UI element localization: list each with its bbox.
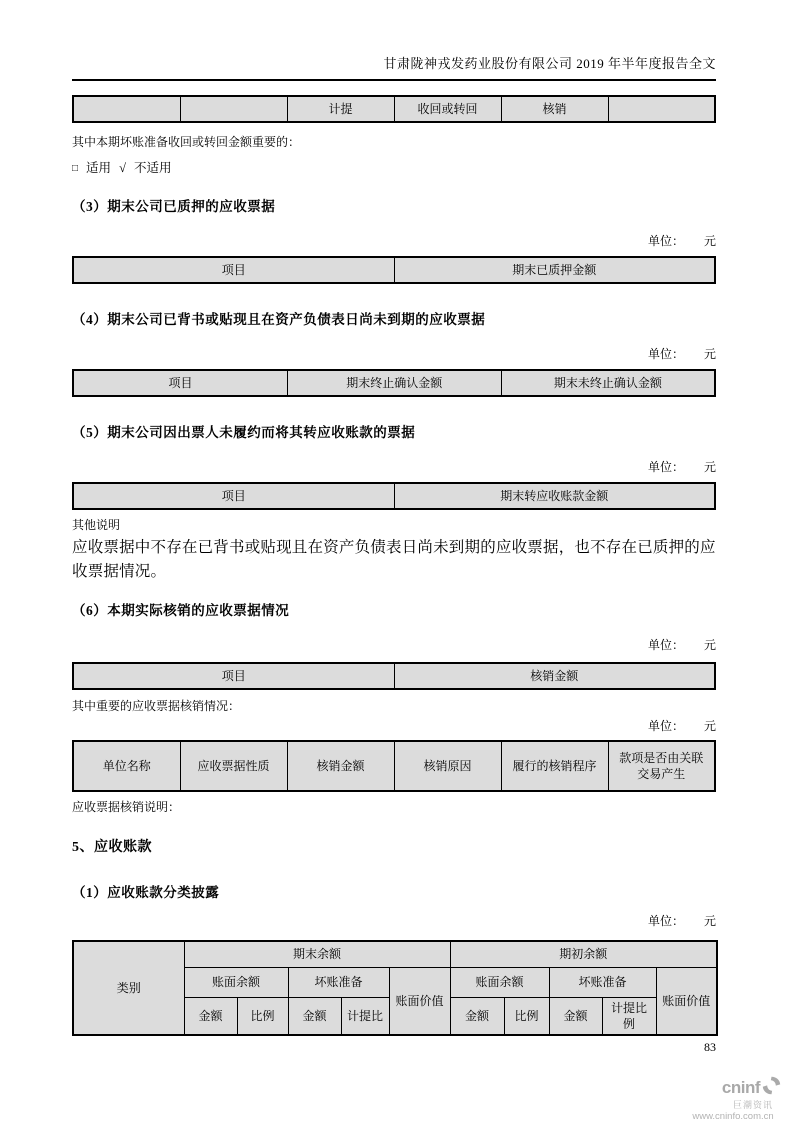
header-category: 类别 (73, 941, 184, 1035)
header-writeoff-procedure: 履行的核销程序 (501, 741, 608, 791)
carryover-cell-empty-2 (180, 96, 287, 122)
table-row (73, 96, 715, 122)
header-amount: 金额 (288, 997, 341, 1035)
header-not-derecognized-amount: 期末未终止确认金额 (501, 370, 715, 396)
table-row (73, 257, 715, 283)
table-row (73, 663, 715, 689)
unit-value: 元 (703, 460, 716, 474)
unit-label: 单位： (647, 719, 684, 733)
checkbox-unchecked-icon: □ (72, 163, 79, 174)
header-book-balance: 账面余额 (450, 967, 549, 997)
item5-title: 5、应收账款 (72, 840, 152, 855)
unit-value: 元 (703, 234, 716, 248)
unit-line (72, 718, 716, 735)
header-beginning-balance: 期初余额 (450, 941, 717, 967)
header-derecognized-amount: 期末终止确认金额 (287, 370, 501, 396)
cninfo-brand-row (679, 1076, 787, 1100)
check-mark-icon: √ (119, 161, 126, 175)
header-ratio: 比例 (504, 997, 549, 1035)
table-row (73, 370, 715, 396)
table-row (73, 741, 715, 791)
pledged-notes-table (72, 256, 716, 284)
cninfo-brand-text: cninf (721, 1078, 760, 1097)
unit-line (72, 637, 716, 654)
unit-line (72, 233, 716, 250)
other-notes-label: 其他说明 (72, 518, 121, 532)
header-book-value: 账面价值 (389, 967, 450, 1035)
table-row (73, 941, 717, 967)
unit-label: 单位： (647, 460, 684, 474)
header-pledged-amount: 期末已质押金额 (394, 257, 715, 283)
header-bad-debt-provision: 坏账准备 (288, 967, 389, 997)
bad-debt-provision-carryover-table (72, 95, 716, 123)
header-amount: 金额 (549, 997, 602, 1035)
cninfo-chinese-name: 巨潮资讯 (732, 1100, 773, 1110)
document-header-title: 甘肃陇神戎发药业股份有限公司 2019 年半年度报告全文 (383, 56, 716, 71)
section6-title: （6）本期实际核销的应收票据情况 (72, 603, 290, 618)
unit-value: 元 (703, 719, 716, 733)
header-ratio: 比例 (237, 997, 288, 1035)
header-transferred-amount: 期末转应收账款金额 (394, 483, 715, 509)
header-item: 项目 (73, 257, 394, 283)
header-item: 项目 (73, 483, 394, 509)
header-item: 项目 (73, 663, 394, 689)
header-note-nature: 应收票据性质 (180, 741, 287, 791)
carryover-cell-accrual: 计提 (287, 96, 394, 122)
section4-title: （4）期末公司已背书或贴现且在资产负债表日尚未到期的应收票据 (72, 312, 486, 327)
receivables-classification-table (72, 940, 718, 1036)
unit-label: 单位： (647, 234, 684, 248)
item5-sub-title: （1）应收账款分类披露 (72, 885, 220, 900)
section5-title: （5）期末公司因出票人未履约而将其转应收账款的票据 (72, 425, 416, 440)
header-bad-debt-provision: 坏账准备 (549, 967, 656, 997)
notes-explanation-paragraph: 应收票据中不存在已背书或贴现且在资产负债表日尚未到期的应收票据，也不存在已质押的应收票据情况。 (72, 539, 716, 580)
section3-title: （3）期末公司已质押的应收票据 (72, 199, 276, 214)
header-amount: 金额 (450, 997, 504, 1035)
writeoff-explanation-label: 应收票据核销说明： (72, 800, 181, 814)
table-row (73, 483, 715, 509)
header-book-balance: 账面余额 (184, 967, 288, 997)
header-provision-ratio: 计提比例 (602, 997, 656, 1035)
header-writeoff-amount: 核销金额 (394, 663, 715, 689)
writeoff-notes-table (72, 662, 716, 690)
header-provision-ratio: 计提比 (341, 997, 389, 1035)
unit-line (72, 459, 716, 476)
not-applicable-label: 不适用 (133, 161, 172, 175)
carryover-cell-empty-1 (73, 96, 180, 122)
applicability-line (72, 160, 716, 178)
important-writeoff-note: 其中重要的应收票据核销情况： (72, 699, 241, 713)
header-ending-balance: 期末余额 (184, 941, 450, 967)
cninfo-url: www.cninfo.com.cn (692, 1111, 774, 1122)
carryover-cell-recover: 收回或转回 (394, 96, 501, 122)
unit-line (72, 346, 716, 363)
header-writeoff-reason: 核销原因 (394, 741, 501, 791)
applicable-label: 适用 (86, 161, 112, 175)
header-related-party: 款项是否由关联交易产生 (608, 741, 715, 791)
header-entity-name: 单位名称 (73, 741, 180, 791)
recovery-important-note: 其中本期坏账准备收回或转回金额重要的： (72, 135, 301, 149)
unit-label: 单位： (647, 347, 684, 361)
cninfo-logo-block (679, 1076, 787, 1122)
header-writeoff-amount: 核销金额 (287, 741, 394, 791)
page-number: 83 (704, 1040, 716, 1054)
endorsed-discounted-notes-table (72, 369, 716, 397)
cninfo-swirl-icon (762, 1076, 781, 1100)
header-rule (72, 79, 716, 81)
unit-line (72, 913, 716, 930)
carryover-cell-empty-3 (608, 96, 715, 122)
transferred-to-receivables-table (72, 482, 716, 510)
header-item: 项目 (73, 370, 287, 396)
unit-label: 单位： (647, 638, 684, 652)
unit-value: 元 (703, 914, 716, 928)
header-book-value: 账面价值 (656, 967, 717, 1035)
unit-value: 元 (703, 638, 716, 652)
carryover-cell-writeoff: 核销 (501, 96, 608, 122)
important-writeoff-detail-table (72, 740, 716, 792)
unit-value: 元 (703, 347, 716, 361)
unit-label: 单位： (647, 914, 684, 928)
page-content (72, 0, 716, 1036)
header-amount: 金额 (184, 997, 237, 1035)
